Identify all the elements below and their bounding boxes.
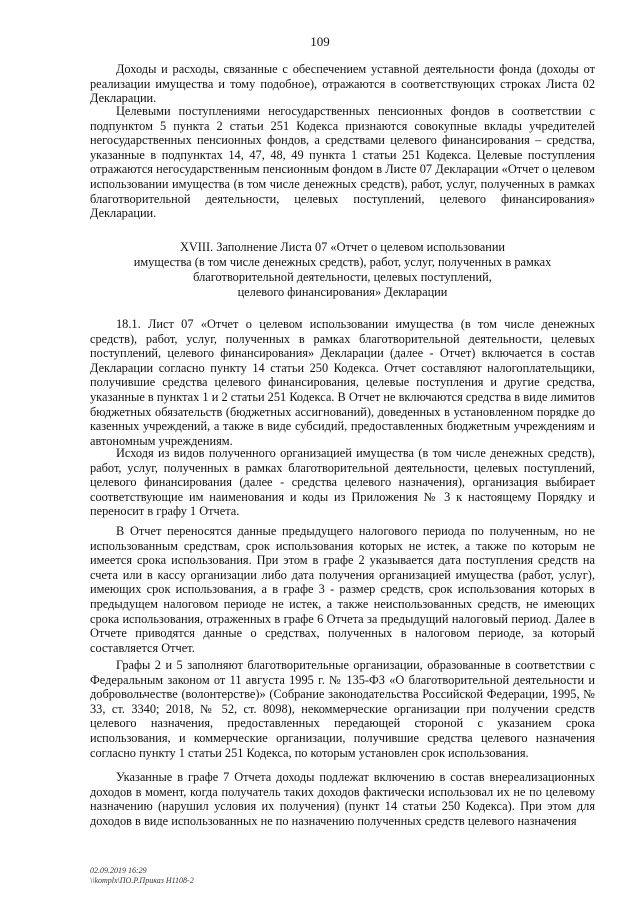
paragraph-text: 18.1. Лист 07 «Отчет о целевом использовании имущества (в том числе денежных средств), работ, услуг, полученных в рамках благотворительной деятельности, целевых поступлений, целевого финансирования» Декларации (далее - Отчет) включается в состав Декларации согласно пункту 14 статьи 250 Кодекса. Отчет составляют налогоплательщики, получившие средства целевого финансирования, целевые поступления и другие средства, указанные в пунктах 1 и 2 статьи 251 Кодекса. В Отчет не включаются средства в виде лимитов бюджетных обязательств (бюджетных ассигнований), доведенных в установленном порядке до казенных учреждений, а также в виде субсидий, предоставленных бюджетным учреждениям и автономным учреждениям. <box>90 317 595 448</box>
paragraph-text: Целевыми поступлениями негосударственных пенсионных фондов в соответствии с подпунктом 5 пункта 2 статьи 251 Кодекса признаются совокупные вклады учредителей негосударственных пенсионных фондов, а средствами целевого финансирования – средства, указанные в подпунктах 14, 47, 48, 49 пункта 1 статьи 251 Кодекса. Целевые поступления отражаются негосударственным пенсионным фондом в Листе 07 Декларации «Отчет о целевом использовании имущества (в том числе денежных средств), работ, услуг, полученных в рамках благотворительной деятельности, целевых поступлений, целевого финансирования» Декларации. <box>90 104 595 221</box>
document-footer <box>90 866 194 886</box>
paragraph-column-7 <box>90 770 595 828</box>
heading-line: благотворительной деятельности, целевых поступлений, <box>193 270 492 284</box>
paragraph-text: Указанные в графе 7 Отчета доходы подлежат включению в состав внереализационных доходов в момент, когда получатель таких доходов фактически использовал их не по целевому назначению (нарушил условия их получения) (пункт 14 статьи 250 Кодекса). При этом для доходов в виде использованных не по назначению полученных средств целевого назначения <box>90 770 595 828</box>
paragraph-pension-fund-receipts <box>90 104 595 221</box>
footer-file-path: \\komplx\ПО.Р.Приказ Н1108-2 <box>90 876 194 885</box>
paragraph-text: В Отчет переносятся данные предыдущего налогового периода по полученным, но не использованным средствам, срок использования которых не истек, а также по которым не имеется срока использования. При этом в графе 2 указывается дата поступления средств на счета или в кассу организации либо дата получения организацией имущества (работ, услуг), имеющих срок использования, а в графе 3 - размер средств, срок использования которых в предыдущем налоговом периоде не истек, а также неиспользованных средств, не имеющих срока использования, отраженных в графе 6 Отчета за предыдущий налоговый период. Далее в Отчете приводятся данные о средствах, полученных в налоговом периоде, за который составляется Отчет. <box>90 524 595 655</box>
footer-timestamp: 02.09.2019 16:29 <box>90 866 147 875</box>
paragraph-columns-2-5 <box>90 658 595 760</box>
paragraph-property-types <box>90 446 595 519</box>
paragraph-fund-income <box>90 62 595 106</box>
paragraph-text: Графы 2 и 5 заполняют благотворительные организации, образованные в соответствии с Федеральным законом от 11 августа 1995 г. № 135-ФЗ «О благотворительной деятельности и добровольчестве (волонтерстве)» (Собрание законодательства Российской Федерации, 1995, № 33, ст. 3340; 2018, № 52, ст. 8098), некоммерческие организации при получении средств целевого назначения, предоставленных передающей стороной с указанием срока использования, и коммерческие организации, получившие средства целевого назначения согласно пункту 1 статьи 251 Кодекса, по которым установлен срок использования. <box>90 658 595 760</box>
heading-line: XVIII. Заполнение Листа 07 «Отчет о целевом использовании <box>179 240 506 254</box>
paragraph-text: Исходя из видов полученного организацией имущества (в том числе денежных средств), работ, услуг, полученных в рамках благотворительной деятельности, целевых поступлений, целевого финансирования (далее - средства целевого назначения), организация выбирает соответствующие им наименования и коды из Приложения № 3 к настоящему Порядку и переносит в графу 1 Отчета. <box>90 446 595 519</box>
heading-line: имущества (в том числе денежных средств), работ, услуг, полученных в рамках <box>133 255 552 269</box>
section-heading <box>90 240 595 300</box>
page-number: 109 <box>310 34 330 49</box>
paragraph-previous-period-data <box>90 524 595 655</box>
paragraph-18-1 <box>90 317 595 448</box>
heading-line: целевого финансирования» Декларации <box>237 285 448 299</box>
paragraph-text: Доходы и расходы, связанные с обеспечением уставной деятельности фонда (доходы от реализации имущества и тому подобное), отражаются в соответствующих строках Листа 02 Декларации. <box>90 62 595 106</box>
